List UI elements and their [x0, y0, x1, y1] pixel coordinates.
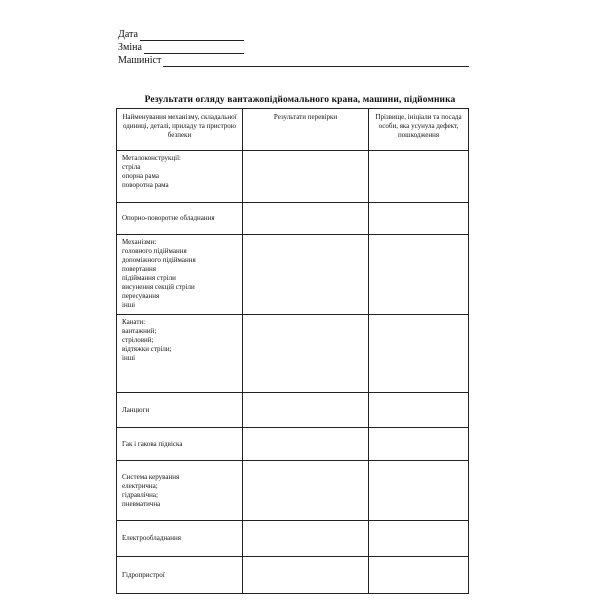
item-name-line: стріловий; [122, 336, 154, 344]
item-name-line: інші [122, 301, 136, 309]
item-name-line: інші [122, 354, 136, 362]
item-name-line: Металоконструкції: [122, 154, 181, 162]
inspection-results-table [116, 108, 469, 594]
column-header-name [117, 109, 243, 151]
cell-result[interactable] [243, 203, 369, 235]
table-body [117, 151, 469, 594]
item-name-line: допоміжного підіймання [122, 256, 196, 264]
page-title: Результати огляду вантажопідйомального крана, машини, підйомника [144, 95, 456, 105]
item-name-line: Електрообладнання [122, 534, 181, 542]
shift-line [118, 41, 469, 54]
cell-result[interactable] [243, 235, 369, 315]
cell-person[interactable] [369, 315, 469, 393]
cell-result[interactable] [243, 461, 369, 521]
cell-item-name [117, 151, 243, 203]
table-row [117, 315, 469, 393]
cell-item-name [117, 428, 243, 461]
column-header-person [369, 109, 469, 151]
table-header-row [117, 109, 469, 151]
shift-field[interactable] [144, 43, 244, 54]
cell-result[interactable] [243, 557, 369, 594]
table-row [117, 393, 469, 428]
cell-item-name [117, 315, 243, 393]
table-row [117, 428, 469, 461]
table-row [117, 557, 469, 594]
item-name-line: Ланцюги [122, 405, 150, 414]
cell-item-name [117, 557, 243, 594]
item-name-line: Механізми: [122, 238, 157, 246]
table-row [117, 151, 469, 203]
date-label: Дата [118, 29, 138, 40]
cell-person[interactable] [369, 461, 469, 521]
item-name-line: пересування [122, 292, 160, 300]
column-header-person-text: Прізвище, ініціали та посада особи, яка усунула дефект, пошкодження [375, 113, 462, 139]
cell-result[interactable] [243, 428, 369, 461]
cell-item-name [117, 235, 243, 315]
cell-result[interactable] [243, 521, 369, 557]
item-name-line: головного підіймання [122, 247, 187, 255]
operator-label: Машиніст [118, 55, 162, 66]
item-name-line: Гідропристрої [122, 570, 165, 579]
column-header-result [243, 109, 369, 151]
cell-item-name [117, 393, 243, 428]
table-row [117, 235, 469, 315]
item-name-line: підіймання стріли [122, 274, 176, 282]
form-header [118, 28, 469, 67]
cell-person[interactable] [369, 393, 469, 428]
cell-result[interactable] [243, 393, 369, 428]
item-name-line: стріла [122, 163, 141, 171]
date-field[interactable] [140, 30, 244, 41]
cell-person[interactable] [369, 557, 469, 594]
shift-label: Зміна [118, 42, 142, 53]
cell-person[interactable] [369, 521, 469, 557]
item-name-line: повертання [122, 265, 156, 273]
item-name-line: поворотна рама [122, 181, 169, 189]
cell-item-name [117, 203, 243, 235]
cell-person[interactable] [369, 151, 469, 203]
item-name-line: опорна рама [122, 172, 159, 180]
date-line [118, 28, 469, 41]
item-name-line: відтяжки стріли; [122, 345, 172, 353]
cell-result[interactable] [243, 151, 369, 203]
cell-person[interactable] [369, 203, 469, 235]
operator-line [118, 54, 469, 67]
cell-item-name [117, 521, 243, 557]
item-name-line: висунення секцій стріли [122, 283, 195, 291]
item-name-line: вантажний; [122, 327, 157, 335]
table-row [117, 521, 469, 557]
cell-person[interactable] [369, 428, 469, 461]
table-row [117, 203, 469, 235]
operator-field[interactable] [163, 56, 469, 67]
item-name-line: пневматична [122, 499, 161, 508]
cell-item-name [117, 461, 243, 521]
table-row [117, 461, 469, 521]
item-name-line: гідравлічна; [122, 490, 158, 499]
item-name-line: Канати: [122, 318, 146, 326]
item-name-line: Опорно-поворотне обладнання [122, 214, 215, 222]
column-header-name-text: Найменування механізму, складальної одиниці, деталі, приладу та пристрою безпеки [122, 113, 237, 139]
item-name-line: електрична; [122, 481, 158, 490]
column-header-result-text: Результати перевірки [273, 113, 338, 121]
cell-person[interactable] [369, 235, 469, 315]
item-name-line: Система керування [122, 472, 180, 481]
cell-result[interactable] [243, 315, 369, 393]
item-name-line: Гак і гакова підвіска [122, 439, 183, 448]
